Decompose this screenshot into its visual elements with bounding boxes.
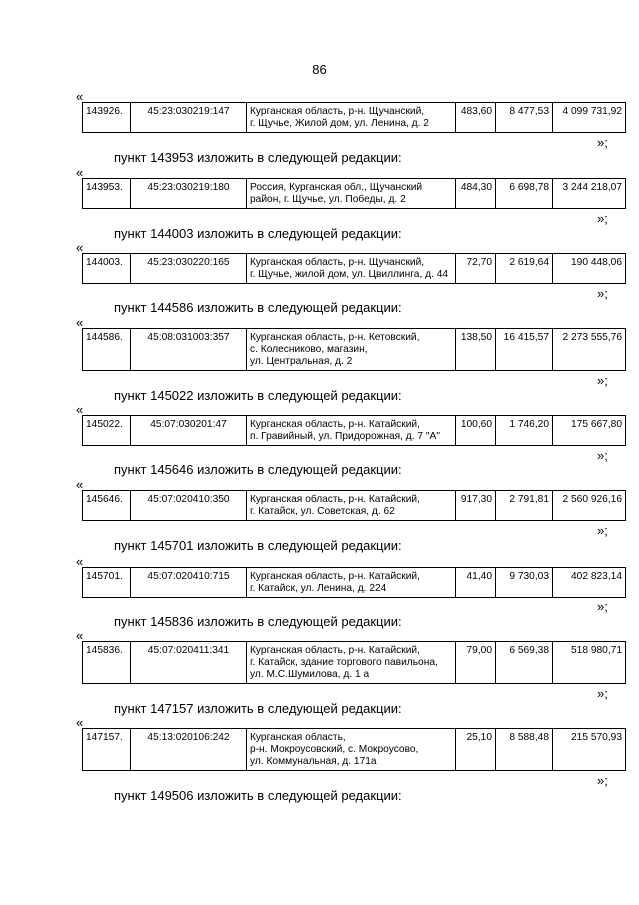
price-value: 9 730,03 — [496, 568, 553, 598]
price-value: 6 698,78 — [496, 179, 553, 209]
record-table — [82, 490, 626, 521]
address-cell — [247, 254, 456, 284]
item-number: 145836. — [83, 642, 131, 684]
address-line: р-н. Мокроусовский, с. Мокроусово, — [250, 744, 419, 755]
address-cell — [247, 103, 456, 133]
record-table — [82, 415, 626, 446]
table-row — [83, 254, 626, 284]
address-line: г. Катайск, здание торгового павильона, — [250, 657, 438, 668]
instruction-text: пункт 144003 изложить в следующей редакции: — [114, 226, 402, 241]
area-value: 484,30 — [456, 179, 496, 209]
item-number: 145646. — [83, 491, 131, 521]
address-line: Курганская область, р-н. Катайский, — [250, 419, 420, 430]
item-number: 145022. — [83, 416, 131, 446]
price-value: 2 791,81 — [496, 491, 553, 521]
table-row — [83, 179, 626, 209]
opening-quote: « — [76, 165, 84, 180]
address-line: Курганская область, р-н. Катайский, — [250, 571, 420, 582]
record-table — [82, 641, 626, 684]
closing-quote: »; — [597, 448, 608, 463]
closing-quote: »; — [597, 523, 608, 538]
address-line: Курганская область, р-н. Катайский, — [250, 494, 420, 505]
instruction-text: пункт 145022 изложить в следующей редакции: — [114, 388, 402, 403]
item-number: 143953. — [83, 179, 131, 209]
opening-quote: « — [76, 628, 84, 643]
address-cell — [247, 416, 456, 446]
cadastral-number: 45:07:030201:47 — [131, 416, 247, 446]
cadastral-number: 45:07:020410:715 — [131, 568, 247, 598]
address-line: район, г. Щучье, ул. Победы, д. 2 — [250, 194, 406, 205]
item-number: 143926. — [83, 103, 131, 133]
instruction-text: пункт 145646 изложить в следующей редакции: — [114, 462, 402, 477]
table-row — [83, 329, 626, 371]
table-row — [83, 568, 626, 598]
table-row — [83, 642, 626, 684]
price-value: 16 415,57 — [496, 329, 553, 371]
address-cell — [247, 729, 456, 771]
address-line: Курганская область, р-н. Катайский, — [250, 645, 420, 656]
instruction-text: пункт 147157 изложить в следующей редакции: — [114, 701, 402, 716]
item-number: 147157. — [83, 729, 131, 771]
address-cell — [247, 329, 456, 371]
opening-quote: « — [76, 554, 84, 569]
area-value: 41,40 — [456, 568, 496, 598]
total-value: 2 273 555,76 — [553, 329, 626, 371]
address-line: г. Щучье, Жилой дом, ул. Ленина, д. 2 — [250, 118, 429, 129]
address-line: Россия, Курганская обл., Щучанский — [250, 182, 423, 193]
instruction-text: пункт 149506 изложить в следующей редакции: — [114, 788, 402, 803]
record-table — [82, 567, 626, 598]
closing-quote: »; — [597, 373, 608, 388]
total-value: 2 560 926,16 — [553, 491, 626, 521]
record-table — [82, 728, 626, 771]
closing-quote: »; — [597, 286, 608, 301]
total-value: 175 667,80 — [553, 416, 626, 446]
area-value: 917,30 — [456, 491, 496, 521]
opening-quote: « — [76, 315, 84, 330]
total-value: 190 448,06 — [553, 254, 626, 284]
cadastral-number: 45:23:030220:165 — [131, 254, 247, 284]
price-value: 6 569,38 — [496, 642, 553, 684]
total-value: 3 244 218,07 — [553, 179, 626, 209]
cadastral-number: 45:07:020410:350 — [131, 491, 247, 521]
opening-quote: « — [76, 89, 84, 104]
opening-quote: « — [76, 715, 84, 730]
item-number: 145701. — [83, 568, 131, 598]
closing-quote: »; — [597, 773, 608, 788]
address-line: Курганская область, — [250, 732, 346, 743]
price-value: 1 746,20 — [496, 416, 553, 446]
address-line: г. Щучье, жилой дом, ул. Цвиллинга, д. 44 — [250, 269, 449, 280]
address-cell — [247, 491, 456, 521]
total-value: 402 823,14 — [553, 568, 626, 598]
table-row — [83, 729, 626, 771]
cadastral-number: 45:23:030219:180 — [131, 179, 247, 209]
cadastral-number: 45:13:020106:242 — [131, 729, 247, 771]
closing-quote: »; — [597, 211, 608, 226]
address-line: Курганская область, р-н. Щучанский, — [250, 257, 425, 268]
address-line: ул. Коммунальная, д. 171а — [250, 756, 377, 767]
price-value: 8 588,48 — [496, 729, 553, 771]
instruction-text: пункт 145701 изложить в следующей редакции: — [114, 538, 402, 553]
area-value: 100,60 — [456, 416, 496, 446]
price-value: 2 619,64 — [496, 254, 553, 284]
address-line: с. Колесниково, магазин, — [250, 344, 368, 355]
address-line: Курганская область, р-н. Щучанский, — [250, 106, 425, 117]
table-row — [83, 416, 626, 446]
record-table — [82, 253, 626, 284]
closing-quote: »; — [597, 686, 608, 701]
opening-quote: « — [76, 240, 84, 255]
area-value: 79,00 — [456, 642, 496, 684]
area-value: 483,60 — [456, 103, 496, 133]
price-value: 8 477,53 — [496, 103, 553, 133]
page-number: 86 — [312, 62, 327, 77]
total-value: 4 099 731,92 — [553, 103, 626, 133]
cadastral-number: 45:23:030219:147 — [131, 103, 247, 133]
closing-quote: »; — [597, 599, 608, 614]
table-row — [83, 103, 626, 133]
address-line: ул. М.С.Шумилова, д. 1 а — [250, 669, 370, 680]
closing-quote: »; — [597, 135, 608, 150]
area-value: 25,10 — [456, 729, 496, 771]
address-line: г. Катайск, ул. Ленина, д. 224 — [250, 583, 387, 594]
item-number: 144586. — [83, 329, 131, 371]
record-table — [82, 328, 626, 371]
address-line: п. Гравийный, ул. Придорожная, д. 7 "А" — [250, 431, 440, 442]
address-line: г. Катайск, ул. Советская, д. 62 — [250, 506, 395, 517]
total-value: 215 570,93 — [553, 729, 626, 771]
cadastral-number: 45:08:031003:357 — [131, 329, 247, 371]
address-line: Курганская область, р-н. Кетовский, — [250, 332, 420, 343]
area-value: 138,50 — [456, 329, 496, 371]
table-row — [83, 491, 626, 521]
record-table — [82, 102, 626, 133]
address-cell — [247, 568, 456, 598]
address-cell — [247, 179, 456, 209]
address-line: ул. Центральная, д. 2 — [250, 356, 353, 367]
opening-quote: « — [76, 477, 84, 492]
record-table — [82, 178, 626, 209]
instruction-text: пункт 143953 изложить в следующей редакции: — [114, 150, 402, 165]
instruction-text: пункт 145836 изложить в следующей редакции: — [114, 614, 402, 629]
address-cell — [247, 642, 456, 684]
total-value: 518 980,71 — [553, 642, 626, 684]
opening-quote: « — [76, 402, 84, 417]
area-value: 72,70 — [456, 254, 496, 284]
item-number: 144003. — [83, 254, 131, 284]
instruction-text: пункт 144586 изложить в следующей редакции: — [114, 300, 402, 315]
cadastral-number: 45:07:020411:341 — [131, 642, 247, 684]
